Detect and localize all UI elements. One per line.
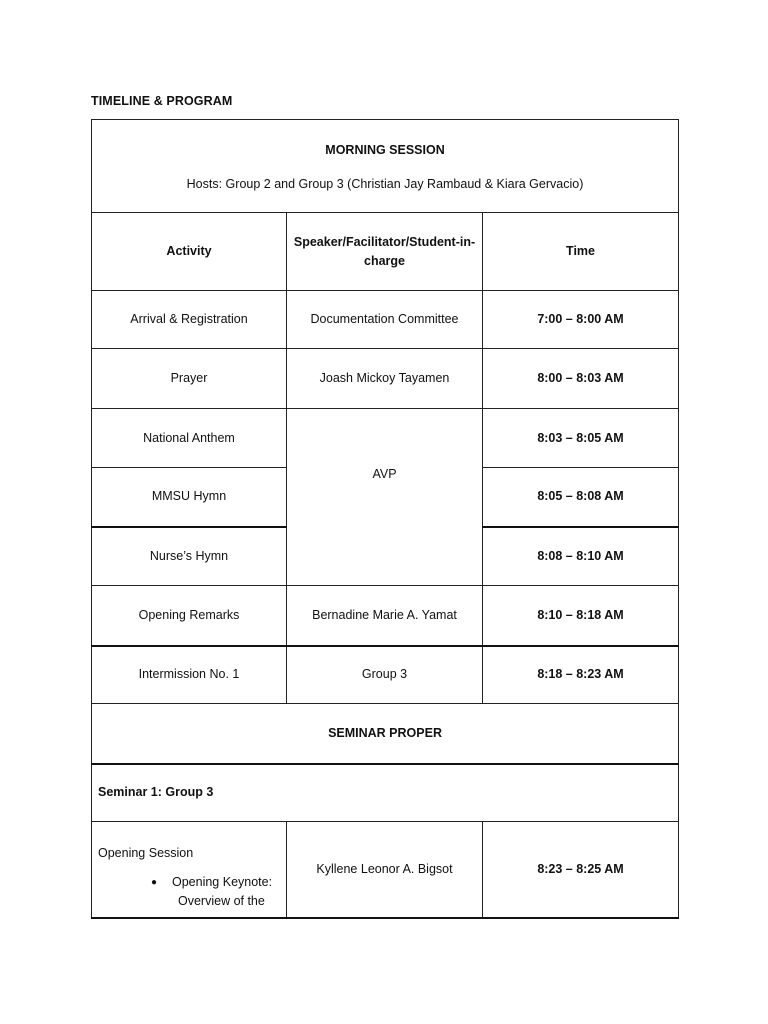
- speaker-cell: Documentation Committee: [287, 291, 483, 349]
- seminar-proper-row: [92, 704, 679, 764]
- speaker-cell: Group 3: [287, 646, 483, 704]
- table-row: [92, 586, 679, 646]
- speaker-cell: Kyllene Leonor A. Bigsot: [287, 822, 483, 918]
- time-cell: 8:08 – 8:10 AM: [483, 527, 679, 586]
- time-cell: 8:10 – 8:18 AM: [483, 586, 679, 646]
- program-table: [91, 119, 679, 919]
- morning-session-title: MORNING SESSION: [325, 142, 445, 157]
- activity-cell: Opening Remarks: [92, 586, 287, 646]
- time-cell: 8:00 – 8:03 AM: [483, 349, 679, 409]
- speaker-cell: Joash Mickoy Tayamen: [287, 349, 483, 409]
- speaker-cell: Bernadine Marie A. Yamat: [287, 586, 483, 646]
- activity-cell: Intermission No. 1: [92, 646, 287, 704]
- hosts-text: Hosts: Group 2 and Group 3 (Christian Jay Rambaud & Kiara Gervacio): [186, 176, 584, 191]
- bullet-text-line-1: Opening Keynote:: [172, 875, 273, 889]
- morning-session-cell: [92, 120, 679, 213]
- activity-cell: National Anthem: [92, 409, 287, 468]
- document-title: TIMELINE & PROGRAM: [91, 94, 233, 108]
- morning-session-header-row: [92, 120, 679, 213]
- column-header-activity: Activity: [92, 213, 287, 291]
- opening-session-row: [92, 822, 679, 918]
- activity-cell: Nurse’s Hymn: [92, 527, 287, 586]
- table-row: [92, 291, 679, 349]
- column-header-time: Time: [483, 213, 679, 291]
- bullet-text-line-2: Overview of the: [178, 894, 265, 908]
- opening-session-cell: [92, 822, 287, 918]
- column-header-speaker: Speaker/Facilitator/Student-in-charge: [287, 213, 483, 291]
- opening-session-label: Opening Session: [98, 846, 194, 860]
- bullet-dot-icon: ●: [151, 877, 158, 888]
- time-cell: 8:03 – 8:05 AM: [483, 409, 679, 468]
- time-cell: 8:23 – 8:25 AM: [483, 822, 679, 918]
- table-row: [92, 409, 679, 468]
- time-cell: 7:00 – 8:00 AM: [483, 291, 679, 349]
- time-cell: 8:05 – 8:08 AM: [483, 468, 679, 527]
- time-cell: 8:18 – 8:23 AM: [483, 646, 679, 704]
- activity-cell: Prayer: [92, 349, 287, 409]
- table-row: [92, 646, 679, 704]
- seminar-1-row: [92, 764, 679, 822]
- seminar-1-title: Seminar 1: Group 3: [92, 764, 679, 822]
- bullet-item: [98, 873, 280, 892]
- activity-cell: MMSU Hymn: [92, 468, 287, 527]
- table-row: [92, 349, 679, 409]
- seminar-proper-title: SEMINAR PROPER: [92, 704, 679, 764]
- speaker-cell-merged: AVP: [287, 409, 483, 586]
- activity-cell: Arrival & Registration: [92, 291, 287, 349]
- column-header-row: [92, 213, 679, 291]
